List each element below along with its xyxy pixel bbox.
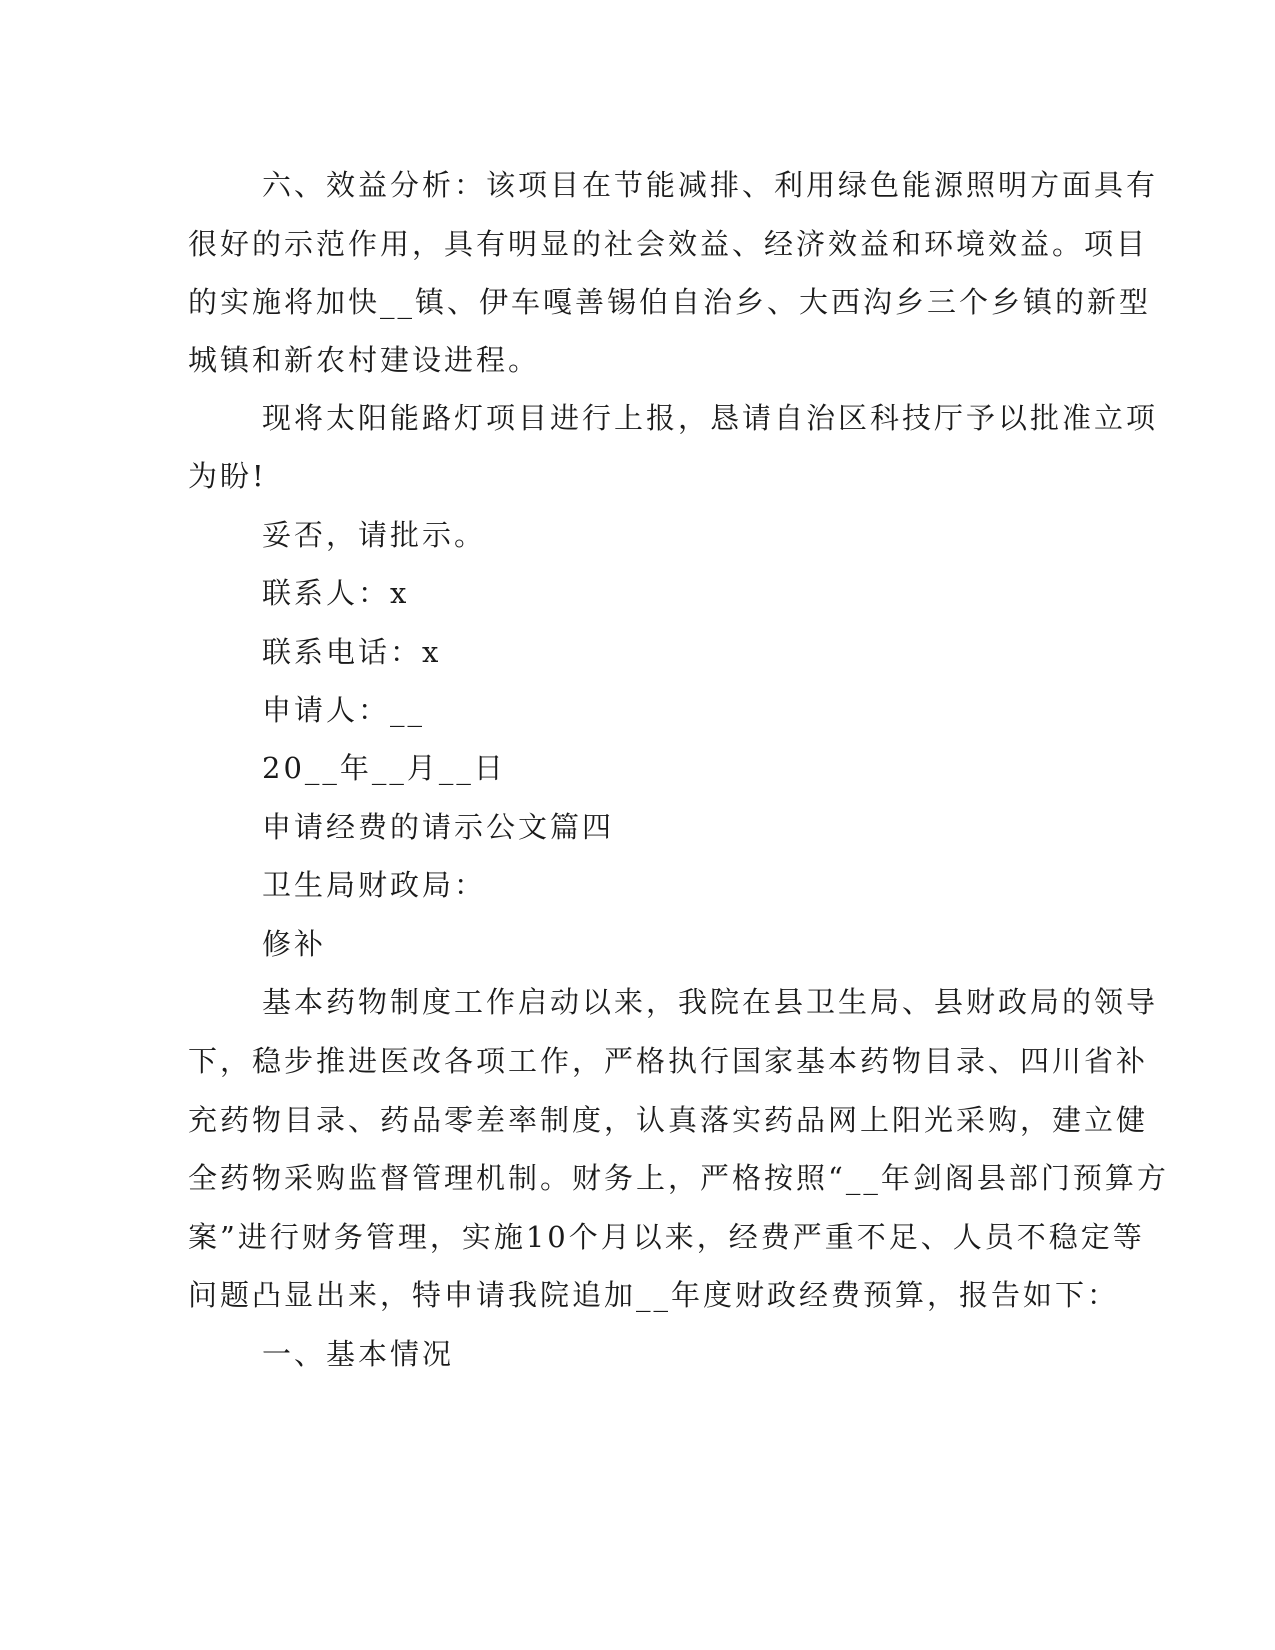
- paragraph-benefit-line-1: 六、效益分析：该项目在节能减排、利用绿色能源照明方面具有: [262, 168, 1159, 202]
- heading-basic-situation: 一、基本情况: [262, 1337, 455, 1371]
- paragraph-benefit-line-3: 的实施将加快__镇、伊车嘎善锡伯自治乡、大西沟乡三个乡镇的新型: [188, 285, 1152, 319]
- paragraph-benefit-line-4: 城镇和新农村建设进程。: [188, 343, 541, 377]
- paragraph-basic-drugs-line-1: 基本药物制度工作启动以来，我院在县卫生局、县财政局的领导: [262, 985, 1159, 1019]
- paragraph-basic-drugs-line-6: 问题凸显出来，特申请我院追加__年度财政经费预算，报告如下：: [188, 1278, 1120, 1312]
- paragraph-benefit-line-2: 很好的示范作用，具有明显的社会效益、经济效益和环境效益。项目: [188, 227, 1149, 261]
- revision-note: 修补: [262, 927, 327, 961]
- approval-request: 妥否，请批示。: [262, 518, 487, 552]
- contact-person: 联系人：x: [262, 576, 410, 610]
- paragraph-basic-drugs-line-5: 案”进行财务管理，实施10个月以来，经费严重不足、人员不稳定等: [188, 1220, 1145, 1254]
- paragraph-basic-drugs-line-2: 下，稳步推进医改各项工作，严格执行国家基本药物目录、四川省补: [188, 1044, 1149, 1078]
- section-title: 申请经费的请示公文篇四: [262, 810, 615, 844]
- addressee: 卫生局财政局：: [262, 868, 487, 902]
- paragraph-basic-drugs-line-4: 全药物采购监督管理机制。财务上，严格按照“__年剑阁县部门预算方: [188, 1161, 1169, 1195]
- paragraph-report-line-2: 为盼!: [188, 459, 267, 493]
- paragraph-report-line-1: 现将太阳能路灯项目进行上报，恳请自治区科技厅予以批准立项: [262, 401, 1159, 435]
- paragraph-basic-drugs-line-3: 充药物目录、药品零差率制度，认真落实药品网上阳光采购，建立健: [188, 1103, 1149, 1137]
- contact-phone: 联系电话：x: [262, 635, 442, 669]
- applicant: 申请人：__: [262, 693, 426, 727]
- date-line: 20__年__月__日: [262, 751, 506, 785]
